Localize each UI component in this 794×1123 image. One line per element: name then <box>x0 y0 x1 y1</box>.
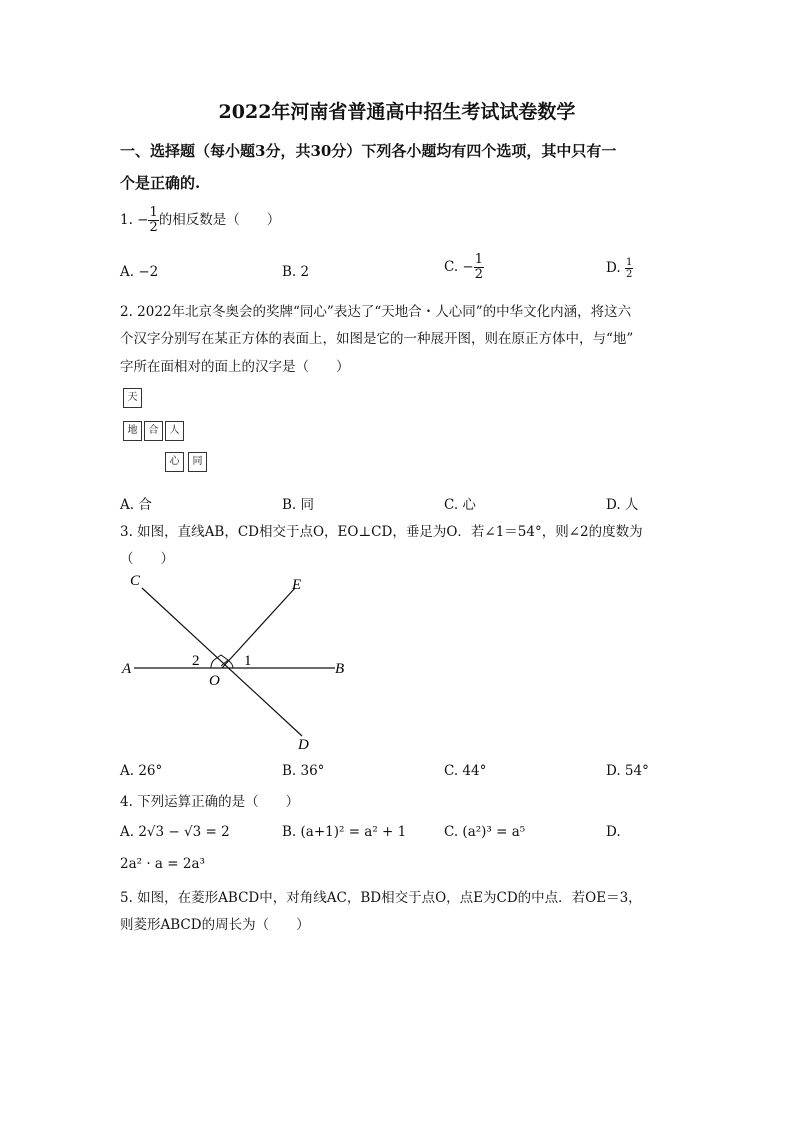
question-5-line1: 5. 如图，在菱形ABCD中，对角线AC，BD相交于点O，点E为CD的中点．若OE＝3， <box>120 890 642 906</box>
q3-option-d: D. 54° <box>606 763 649 779</box>
q4-option-d-expression: 2a² · a = 2a³ <box>120 856 205 872</box>
q2-option-b: B. 同 <box>282 497 315 513</box>
q1-c-num: 1 <box>474 252 484 267</box>
question-3-line1: 3. 如图，直线AB，CD相交于点O，EO⊥CD，垂足为O．若∠1＝54°，则∠2的度数为 <box>120 524 643 540</box>
q3-option-a: A. 26° <box>120 763 163 779</box>
q1-option-c <box>444 253 484 282</box>
net-cell-tian: 天 <box>123 388 142 408</box>
label-b: B <box>335 661 345 677</box>
question-2-line2: 个汉字分别写在某正方体的表面上，如图是它的一种展开图，则在原正方体中，与“地” <box>120 331 634 347</box>
angle-figure <box>110 570 370 755</box>
q1-fraction <box>148 206 158 235</box>
label-e: E <box>292 577 302 593</box>
q4-option-d: D. <box>606 824 621 840</box>
q1-option-d-fraction <box>625 257 633 280</box>
question-4-stem: 4. 下列运算正确的是（ ） <box>120 794 300 810</box>
label-d: D <box>298 737 309 753</box>
question-2-line1: 2. 2022年北京冬奥会的奖牌“同心”表达了“天地合・人心同”的中华文化内涵，将这六 <box>120 304 632 320</box>
q4-option-b: B. (a+1)² = a² + 1 <box>282 824 407 840</box>
section-heading-line2: 个是正确的. <box>120 174 201 192</box>
angle-1-arc <box>229 661 233 668</box>
q1-option-d <box>606 257 633 280</box>
q1-d-den: 2 <box>625 269 633 280</box>
line-oe <box>222 588 295 668</box>
q4-option-c: C. (a²)³ = a⁵ <box>444 824 526 840</box>
q2-option-d: D. 人 <box>606 497 639 513</box>
q1-option-b: B. 2 <box>282 264 310 280</box>
label-a: A <box>122 661 132 677</box>
section-heading-line1: 一、选择题（每小题3分，共30分）下列各小题均有四个选项，其中只有一 <box>120 142 617 160</box>
question-1-stem <box>120 206 280 235</box>
question-3-line2: （ ） <box>120 551 174 567</box>
q2-option-a: A. 合 <box>120 497 152 513</box>
label-c: C <box>130 573 141 589</box>
q3-option-c: C. 44° <box>444 763 487 779</box>
label-angle-1: 1 <box>244 653 252 669</box>
net-cell-di: 地 <box>123 421 142 441</box>
q3-option-b: B. 36° <box>282 763 325 779</box>
net-cell-tong: 同 <box>188 452 207 472</box>
q1-c-den: 2 <box>474 267 484 282</box>
q1-frac-num: 1 <box>149 205 158 220</box>
q1-option-c-fraction <box>474 253 484 282</box>
net-cell-he: 合 <box>144 421 163 441</box>
q2-option-c: C. 心 <box>444 497 476 513</box>
net-cell-xin: 心 <box>165 452 184 472</box>
question-2-line3: 字所在面相对的面上的汉字是（ ） <box>120 359 350 375</box>
question-5-line2: 则菱形ABCD的周长为（ ） <box>120 917 310 933</box>
label-angle-2: 2 <box>192 653 200 669</box>
q1-prefix: 1. − <box>120 212 149 228</box>
q1-option-d-prefix: D. <box>606 260 625 276</box>
q1-suffix: 的相反数是（ ） <box>158 212 281 228</box>
q1-frac-den: 2 <box>149 220 158 235</box>
label-o: O <box>209 673 220 689</box>
page-title: 2022年河南省普通高中招生考试试卷数学 <box>218 101 576 123</box>
q4-option-a: A. 2√3 − √3 = 2 <box>120 824 230 840</box>
q1-d-num: 1 <box>625 257 633 268</box>
net-cell-ren: 人 <box>165 421 184 441</box>
line-cd <box>142 588 302 736</box>
q1-option-a: A. −2 <box>120 264 159 280</box>
angle-2-arc <box>211 660 214 668</box>
q1-option-c-prefix: C. − <box>444 259 474 275</box>
